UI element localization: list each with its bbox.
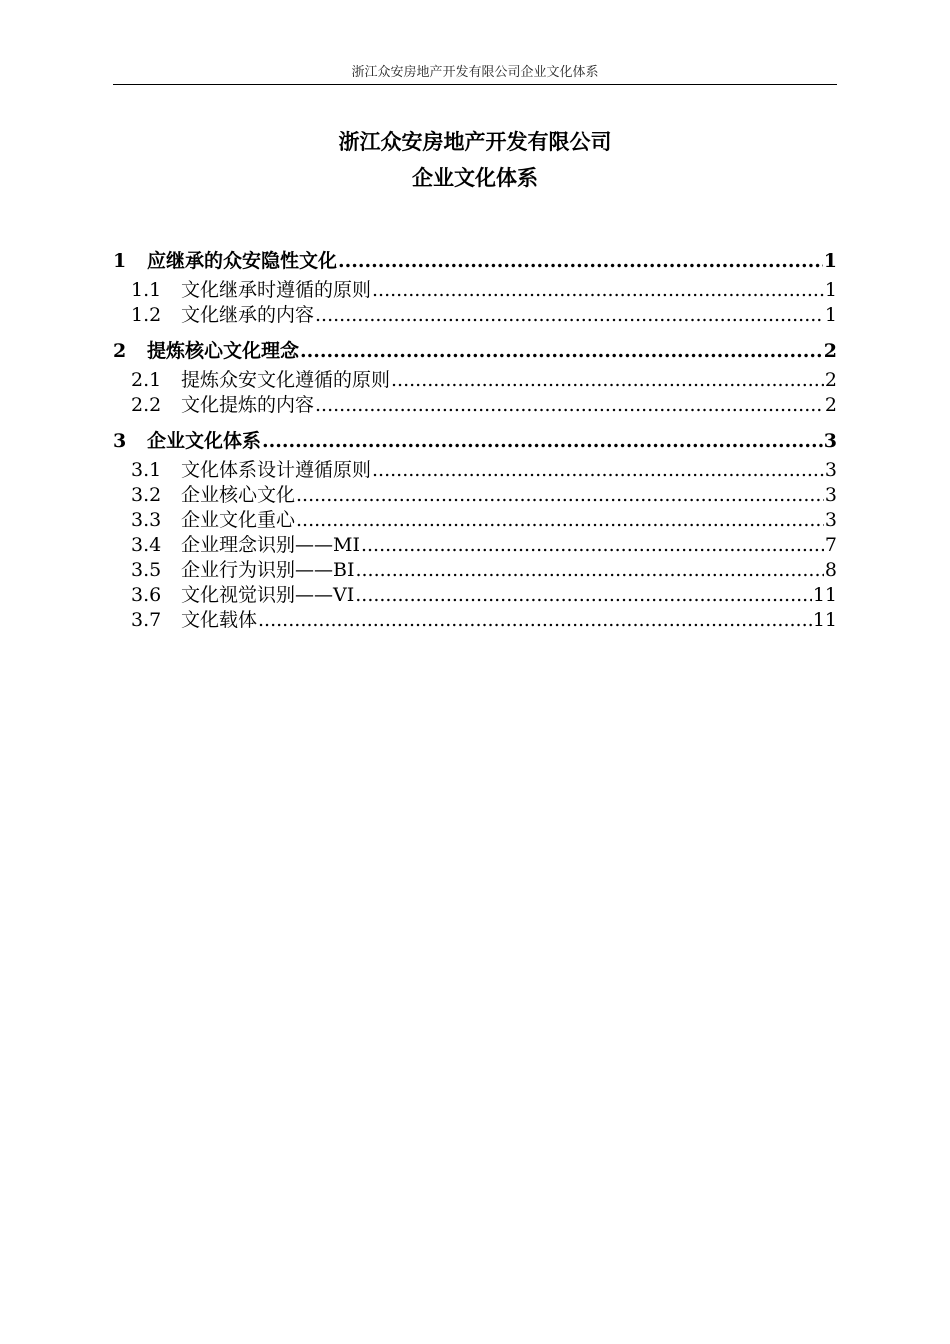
toc-number: 2.1 — [131, 369, 162, 391]
toc-dot-leader — [372, 458, 824, 483]
toc-section-1[interactable] — [113, 244, 837, 278]
document-title: 浙江众安房地产开发有限公司 — [338, 129, 612, 154]
toc-dot-leader — [296, 508, 824, 533]
toc-number: 3.5 — [131, 559, 162, 581]
toc-dot-leader — [361, 533, 824, 558]
toc-page-number: 3 — [824, 484, 837, 506]
toc-page-number: 3 — [824, 509, 837, 531]
toc-number: 2.2 — [131, 394, 162, 416]
toc-dot-leader — [338, 244, 823, 278]
toc-label: 文化体系设计遵循原则 — [181, 459, 372, 481]
toc-page-number: 8 — [824, 559, 837, 581]
toc-label: 应继承的众安隐性文化 — [147, 250, 338, 272]
toc-number: 3.7 — [131, 609, 162, 631]
toc-page-number: 7 — [824, 534, 837, 556]
toc-item-2-1[interactable] — [113, 368, 837, 393]
toc-page-number: 3 — [823, 430, 837, 452]
toc-dot-leader — [258, 608, 812, 633]
toc-page-number: 11 — [812, 584, 837, 606]
toc-item-3-1[interactable] — [113, 458, 837, 483]
toc-number: 3.6 — [131, 584, 162, 606]
toc-item-3-4[interactable] — [113, 533, 837, 558]
toc-page-number: 3 — [824, 459, 837, 481]
toc-number: 2 — [113, 340, 127, 362]
toc-section-3[interactable] — [113, 424, 837, 458]
toc-number: 3.1 — [131, 459, 162, 481]
toc-item-3-3[interactable] — [113, 508, 837, 533]
toc-label: 文化提炼的内容 — [181, 394, 315, 416]
toc-page-number: 2 — [823, 340, 837, 362]
toc-dot-leader — [372, 278, 824, 303]
toc-label: 企业文化体系 — [147, 430, 262, 452]
toc-label: 企业行为识别——BI — [181, 559, 355, 581]
toc-item-3-7[interactable] — [113, 608, 837, 633]
toc-item-1-2[interactable] — [113, 303, 837, 328]
toc-dot-leader — [262, 424, 823, 458]
toc-page-number: 11 — [812, 609, 837, 631]
toc-item-3-5[interactable] — [113, 558, 837, 583]
toc-dot-leader — [355, 583, 812, 608]
toc-label: 文化继承的内容 — [181, 304, 315, 326]
toc-dot-leader — [355, 558, 823, 583]
toc-number: 1 — [113, 250, 127, 272]
toc-page-number: 1 — [823, 250, 837, 272]
toc-label: 提炼核心文化理念 — [147, 340, 300, 362]
toc-label: 文化继承时遵循的原则 — [181, 279, 372, 301]
toc-page-number: 2 — [824, 394, 837, 416]
toc-label: 文化视觉识别——VI — [181, 584, 355, 606]
toc-page-number: 1 — [824, 279, 837, 301]
toc-dot-leader — [315, 303, 824, 328]
document-subtitle: 企业文化体系 — [412, 165, 538, 190]
table-of-contents — [113, 244, 837, 633]
toc-number: 1.1 — [131, 279, 162, 301]
toc-number: 1.2 — [131, 304, 162, 326]
toc-number: 3.4 — [131, 534, 162, 556]
toc-dot-leader — [315, 393, 824, 418]
toc-label: 文化载体 — [181, 609, 258, 631]
toc-label: 提炼众安文化遵循的原则 — [181, 369, 391, 391]
toc-label: 企业核心文化 — [181, 484, 296, 506]
toc-label: 企业理念识别——MI — [181, 534, 360, 556]
toc-item-1-1[interactable] — [113, 278, 837, 303]
toc-dot-leader — [391, 368, 824, 393]
toc-page-number: 1 — [824, 304, 837, 326]
toc-number: 3 — [113, 430, 127, 452]
toc-item-3-6[interactable] — [113, 583, 837, 608]
toc-item-3-2[interactable] — [113, 483, 837, 508]
running-header: 浙江众安房地产开发有限公司企业文化体系 — [113, 64, 837, 85]
toc-number: 3.3 — [131, 509, 162, 531]
toc-section-2[interactable] — [113, 334, 837, 368]
toc-dot-leader — [300, 334, 823, 368]
toc-number: 3.2 — [131, 484, 162, 506]
toc-item-2-2[interactable] — [113, 393, 837, 418]
toc-page-number: 2 — [824, 369, 837, 391]
toc-label: 企业文化重心 — [181, 509, 296, 531]
toc-dot-leader — [296, 483, 824, 508]
